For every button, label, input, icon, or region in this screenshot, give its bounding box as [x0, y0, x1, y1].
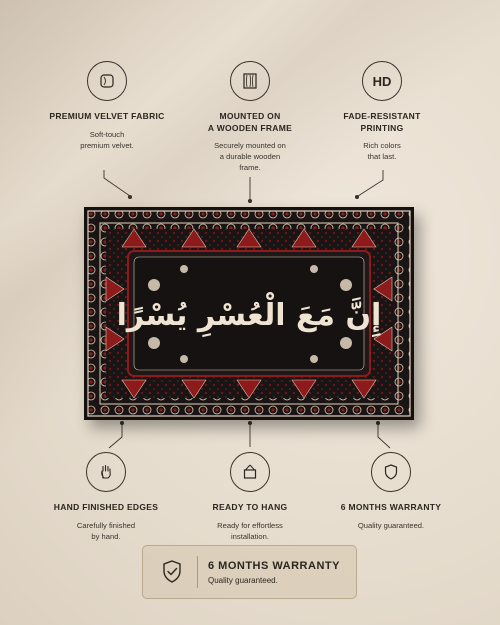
- hand-icon: [86, 452, 126, 492]
- canvas-artwork: [84, 207, 414, 420]
- feature-desc: Ready for effortless installation.: [217, 520, 283, 541]
- feature-desc: Carefully finished by hand.: [76, 520, 136, 541]
- hd-icon: HD: [362, 61, 402, 101]
- feature-title: MOUNTED ON A WOODEN FRAME: [207, 111, 293, 133]
- wood-frame-icon: [230, 61, 270, 101]
- feature-title: 6 MONTHS WARRANTY: [340, 502, 442, 512]
- calligraphy-canvas: [84, 207, 414, 420]
- shield-check-icon: [153, 559, 191, 585]
- feature-desc: Rich colors that last.: [363, 141, 401, 161]
- feature-title: HAND FINISHED EDGES: [53, 502, 159, 512]
- badge-title: 6 MONTHS WARRANTY: [208, 559, 340, 572]
- feature-desc: Securely mounted on a durable wooden frame.: [214, 141, 286, 172]
- feature-title: PREMIUM VELVET FABRIC: [49, 111, 165, 121]
- hanger-frame-icon: [230, 452, 270, 492]
- calligraphy-text: إِنَّ مَعَ الْعُسْرِ يُسْرًا: [116, 298, 382, 333]
- shield-icon: [371, 452, 411, 492]
- badge-divider: [197, 556, 198, 588]
- pillow-icon: [87, 61, 127, 101]
- badge-desc: Quality guaranteed.: [208, 575, 278, 585]
- feature-printing: [307, 61, 457, 162]
- feature-desc: Soft-touch premium velvet.: [80, 129, 134, 150]
- feature-wood-frame: [175, 61, 325, 173]
- feature-title: READY TO HANG: [212, 502, 288, 512]
- feature-velvet: [32, 61, 182, 151]
- feature-warranty: [316, 452, 466, 531]
- feature-hand-finished: [31, 452, 181, 542]
- feature-ready-to-hang: [175, 452, 325, 542]
- feature-desc: Quality guaranteed.: [357, 520, 425, 530]
- feature-title: FADE-RESISTANT PRINTING: [343, 111, 421, 133]
- warranty-badge: [142, 545, 357, 599]
